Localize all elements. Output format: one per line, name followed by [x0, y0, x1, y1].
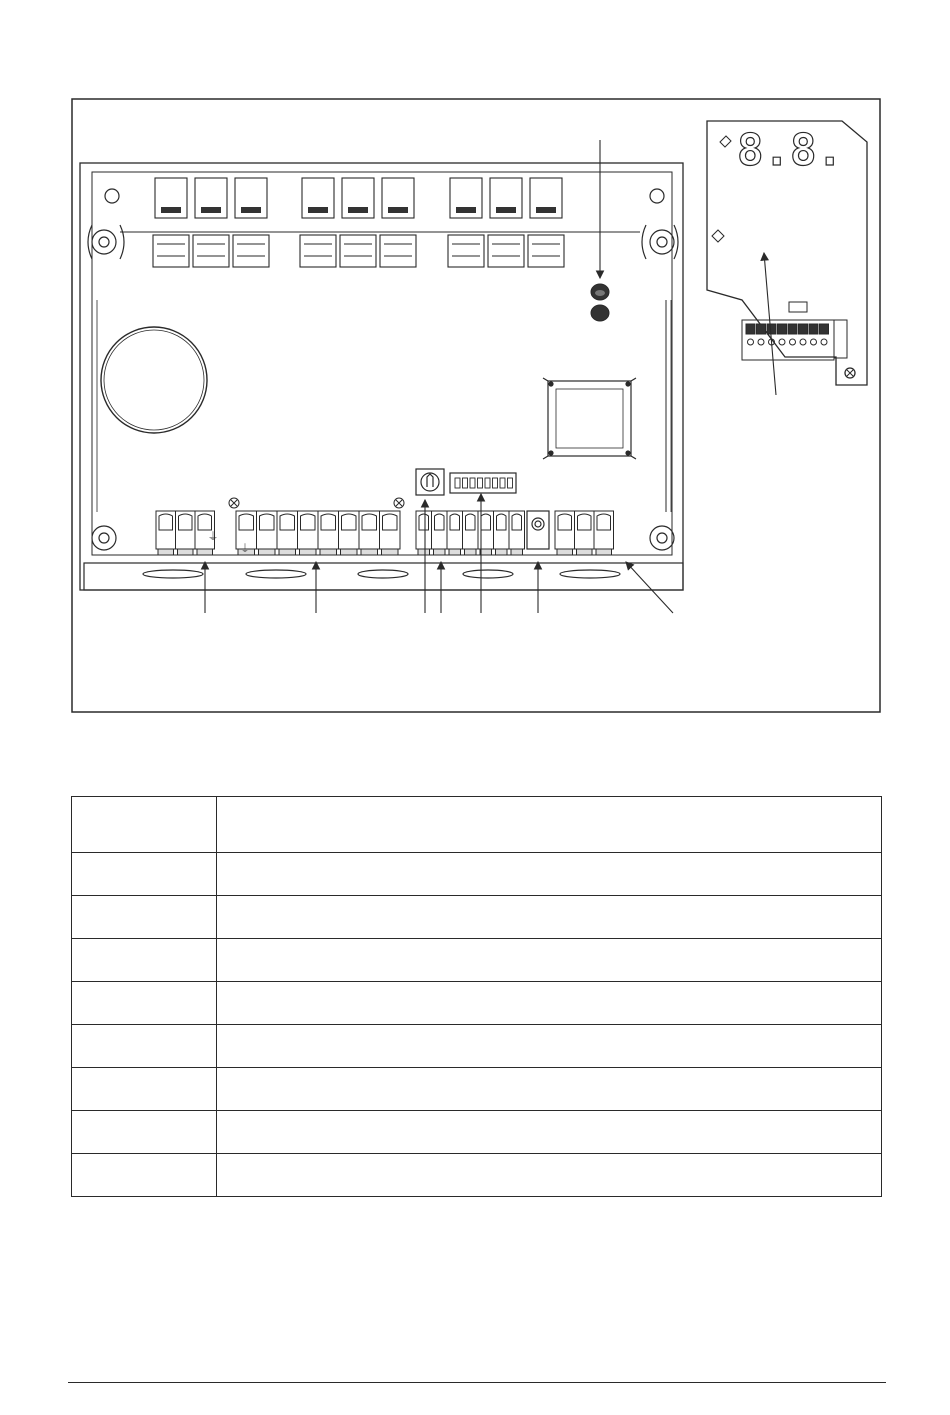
relay — [488, 178, 524, 267]
dip-key — [470, 478, 475, 488]
terminal-slot — [509, 511, 525, 555]
display-terminal — [820, 324, 829, 334]
dip-key — [463, 478, 468, 488]
display-terminal — [809, 324, 818, 334]
leader-callout-7 — [626, 562, 673, 613]
cable-entry-strip — [84, 563, 683, 590]
legend-row-key — [72, 1111, 217, 1154]
legend-row — [72, 1111, 882, 1154]
display-terminal-screw — [811, 339, 817, 345]
terminal-slot — [555, 511, 575, 555]
legend-row-key — [72, 939, 217, 982]
figure-frame — [72, 99, 880, 712]
display-terminal — [788, 324, 797, 334]
relay — [300, 178, 336, 267]
relay — [153, 178, 189, 267]
dip-key — [455, 478, 460, 488]
display-terminal-strip — [746, 324, 829, 345]
terminal-slot — [339, 511, 360, 555]
seven-segment-display: 8.8. — [737, 125, 843, 176]
dip-key — [508, 478, 513, 488]
terminal-slot — [156, 511, 176, 555]
legend-row — [72, 1025, 882, 1068]
terminal-slot — [432, 511, 448, 555]
microcontroller-chip — [543, 378, 636, 459]
display-terminal-screw — [800, 339, 806, 345]
terminal-slot — [594, 511, 614, 555]
terminal-slot — [575, 511, 595, 555]
dip-key — [493, 478, 498, 488]
ground-symbol-1: ⏚ — [207, 531, 219, 543]
legend-row-key — [72, 982, 217, 1025]
display-terminal — [778, 324, 787, 334]
status-leds — [591, 284, 609, 321]
corner-mounts — [88, 189, 678, 550]
legend-header-row — [72, 797, 882, 853]
relay — [340, 178, 376, 267]
relay-row — [120, 178, 640, 267]
legend-row — [72, 1154, 882, 1197]
dip-key — [478, 478, 483, 488]
display-terminal — [746, 324, 755, 334]
legend-row-description — [217, 896, 882, 939]
display-terminal — [767, 324, 776, 334]
legend-row-description — [217, 939, 882, 982]
ground-symbol-2: ⏚ — [239, 543, 251, 555]
legend-row-description — [217, 1025, 882, 1068]
terminal-slot — [494, 511, 510, 555]
legend-row-key — [72, 853, 217, 896]
relay — [193, 178, 229, 267]
main-board-housing — [80, 163, 683, 590]
terminal-slot — [416, 511, 432, 555]
legend-row-key — [72, 896, 217, 939]
dip-key — [500, 478, 505, 488]
legend-row-description — [217, 982, 882, 1025]
legend-row-description — [217, 853, 882, 896]
terminal-slot — [176, 511, 196, 555]
terminal-slot — [478, 511, 494, 555]
legend-row — [72, 1068, 882, 1111]
dip-key — [485, 478, 490, 488]
terminal-slot — [277, 511, 298, 555]
legend-row — [72, 982, 882, 1025]
display-terminal-screw — [758, 339, 764, 345]
terminal-slot — [257, 511, 278, 555]
legend-row-description — [217, 1111, 882, 1154]
terminal-slot — [298, 511, 319, 555]
display-terminal-screw — [748, 339, 754, 345]
relay — [448, 178, 484, 267]
relay — [380, 178, 416, 267]
display-terminal-screw — [790, 339, 796, 345]
display-terminal-screw — [779, 339, 785, 345]
dip-switch — [450, 473, 516, 493]
relay — [233, 178, 269, 267]
legend-header-description — [217, 797, 882, 853]
rotary-switch — [416, 469, 444, 495]
legend-row-key — [72, 1154, 217, 1197]
legend-row — [72, 896, 882, 939]
legend-row-description — [217, 1068, 882, 1111]
terminal-slot — [380, 511, 401, 555]
legend-row-key — [72, 1068, 217, 1111]
display-terminal-screw — [821, 339, 827, 345]
legend-table — [71, 796, 882, 1197]
legend-row — [72, 939, 882, 982]
legend-row — [72, 853, 882, 896]
terminal-slot — [447, 511, 463, 555]
legend-header-key — [72, 797, 217, 853]
terminal-screws — [229, 498, 404, 508]
display-terminal — [799, 324, 808, 334]
terminal-slot — [359, 511, 380, 555]
relay — [528, 178, 564, 267]
legend-row-key — [72, 1025, 217, 1068]
terminal-slot — [463, 511, 479, 555]
terminal-slot — [318, 511, 339, 555]
legend-row-description — [217, 1154, 882, 1197]
footer-rule — [68, 1382, 886, 1383]
display-terminal — [757, 324, 766, 334]
membrane-circle — [101, 327, 207, 433]
fuse-holder — [527, 511, 549, 549]
